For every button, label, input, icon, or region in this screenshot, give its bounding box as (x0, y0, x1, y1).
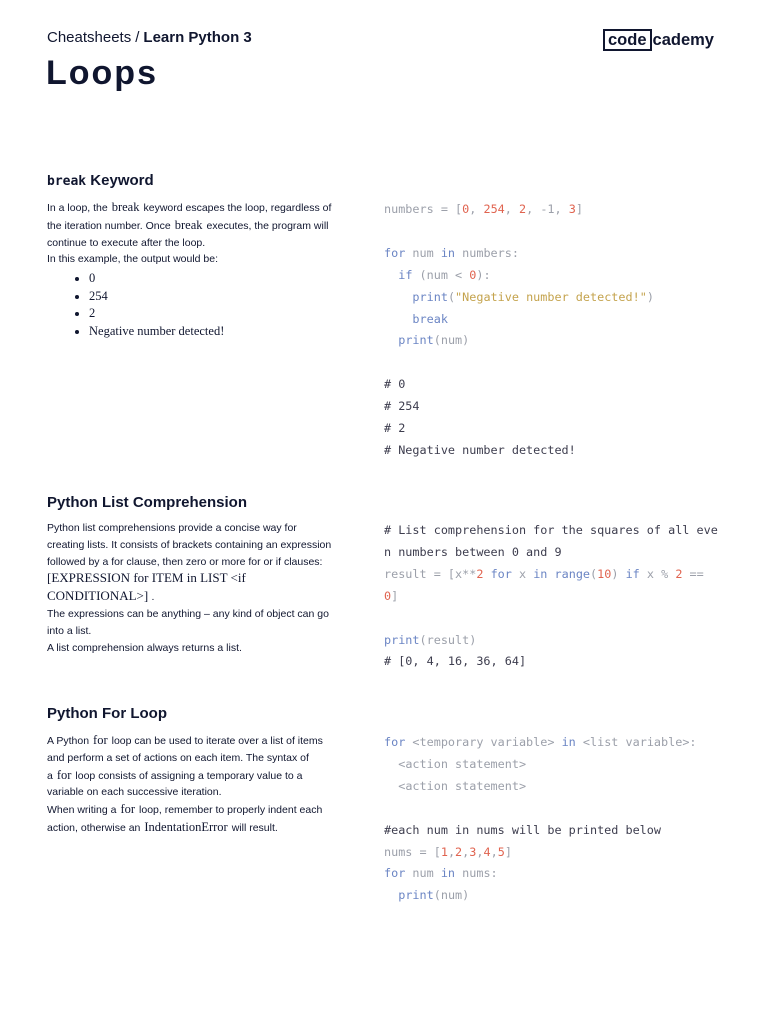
code-token: 3 (568, 202, 576, 216)
code-token: for (384, 245, 406, 260)
code-token: print (398, 888, 434, 903)
code-token: , (447, 844, 456, 859)
code-token: 2 (519, 202, 527, 216)
code-token: (num) (433, 888, 470, 903)
code-token: (num) (433, 333, 470, 348)
code-block-break (384, 199, 724, 462)
code-line (384, 396, 724, 418)
text-fragment: A Python (47, 735, 90, 747)
code-token (384, 312, 412, 326)
section-title-break-keyword (47, 172, 154, 189)
code-token: ) (646, 289, 654, 304)
logo-boxed-text: code (603, 29, 652, 51)
code-token: # [0, 4, 16, 36, 64] (384, 654, 527, 669)
code-line (384, 820, 724, 842)
code-line (384, 309, 724, 331)
code-token: <list variable>: (575, 735, 697, 749)
code-token: 5 (497, 844, 505, 859)
code-token: ( (590, 566, 598, 581)
code-token: 1 (440, 844, 448, 859)
code-token: x (511, 566, 534, 581)
code-line (384, 287, 724, 309)
breadcrumb-separator: / (135, 29, 140, 46)
code-line (384, 798, 724, 820)
code-token: ] (391, 588, 399, 603)
code-token: in (561, 735, 576, 749)
code-token: (result) (419, 632, 477, 647)
breadcrumb-link-cheatsheets[interactable]: Cheatsheets (47, 29, 132, 46)
code-line (384, 651, 724, 673)
code-token: <action statement> (384, 778, 527, 793)
section-description-list-comprehension (47, 520, 332, 656)
description-paragraph: A list comprehension always returns a list. (47, 641, 242, 654)
code-token: "Negative number detected!" (455, 289, 647, 304)
output-list (47, 270, 332, 340)
code-token: <temporary variable> (405, 735, 562, 749)
code-token: print (384, 632, 420, 647)
inline-code: [EXPRESSION for ITEM in LIST <if CONDITIONAL>] (47, 570, 246, 604)
code-token: if (625, 566, 640, 581)
code-token: , (462, 844, 470, 859)
section-title-for-loop: Python For Loop (47, 705, 167, 722)
text-fragment: executes, the program will continue to execute after the loop. (47, 219, 329, 249)
code-line (384, 776, 724, 798)
text-fragment: In a loop, the (47, 202, 108, 214)
inline-code: break (111, 200, 140, 214)
code-token: numbers = [ (384, 202, 463, 216)
code-line (384, 732, 724, 754)
text-fragment: keyword escapes the loop, regardless of the iteration number. Once (47, 202, 332, 232)
code-token: 0 (384, 588, 392, 603)
code-line (384, 564, 724, 608)
code-token: # Negative number detected! (384, 442, 576, 457)
code-token: 0 (462, 202, 470, 216)
text-fragment: loop can be used to iterate over a list of items and perform a set of actions on each item. The syntax of a (47, 735, 323, 782)
list-item: • 0 (89, 270, 332, 288)
section-title-list-comprehension: Python List Comprehension (47, 494, 248, 511)
code-token: 3 (469, 844, 477, 859)
code-token: 2 (455, 844, 463, 859)
code-token: , -1, (526, 202, 569, 216)
code-token (384, 268, 398, 282)
code-token: # List comprehension for the squares of all even numbers between 0 and 9 (384, 523, 718, 559)
code-token (547, 567, 554, 581)
code-token: for (490, 566, 512, 581)
code-line (384, 221, 724, 243)
section-title-code: break (47, 174, 87, 189)
code-token: #each num in nums will be printed below (384, 822, 661, 837)
code-token: , (504, 202, 519, 216)
text-fragment: . (151, 591, 155, 604)
code-line (384, 440, 724, 462)
code-token: <action statement> (384, 756, 527, 771)
code-block-for-loop (384, 732, 724, 907)
code-token: 2 (675, 566, 683, 581)
code-line (384, 243, 724, 265)
code-line (384, 608, 724, 630)
code-block-list-comprehension (384, 520, 724, 673)
inline-code: break (174, 217, 203, 232)
code-line (384, 885, 724, 907)
inline-code: for (56, 767, 72, 782)
code-token: break (412, 311, 448, 326)
code-token: num (405, 245, 441, 260)
code-token: print (398, 333, 434, 348)
text-fragment: loop, remember to properly indent each action, otherwise an (47, 804, 323, 834)
description-paragraph (47, 520, 332, 606)
code-token: 254 (483, 202, 505, 216)
description-paragraph (47, 801, 332, 837)
code-token: 10 (597, 566, 612, 581)
text-fragment: Python list comprehensions provide a concise way for creating lists. It consists of brackets containing an expression followed by a for clause, then zero or more for or if clauses: (47, 522, 332, 568)
code-token (483, 567, 490, 581)
section-description-break (47, 199, 332, 340)
text-fragment: will result. (231, 821, 278, 834)
section-title-text: Keyword (86, 172, 154, 189)
code-token: print (412, 289, 448, 304)
code-token: ( (447, 289, 456, 304)
codecademy-logo[interactable] (603, 29, 714, 51)
code-token: # 2 (384, 421, 406, 436)
code-token: range (554, 566, 591, 581)
code-token: ] (575, 202, 583, 216)
code-token: nums: (455, 866, 498, 881)
code-token: for (384, 735, 406, 749)
code-token: ): (476, 267, 491, 282)
description-paragraph: In this example, the output would be: (47, 253, 219, 266)
logo-rest-text: cademy (652, 30, 714, 49)
code-token: if (398, 267, 413, 282)
code-token: x % (639, 566, 676, 581)
breadcrumb-current: Learn Python 3 (143, 29, 252, 46)
code-line (384, 520, 724, 564)
code-line (384, 265, 724, 287)
inline-code: for (120, 802, 136, 817)
page-title: Loops (46, 54, 158, 92)
code-token: (num < (412, 267, 470, 282)
code-line (384, 418, 724, 440)
description-paragraph (47, 732, 332, 801)
code-token: # 0 (384, 377, 406, 392)
code-line (384, 330, 724, 352)
code-line (384, 199, 724, 221)
text-fragment: loop consists of assigning a temporary value to a variable on each successive iteration. (47, 769, 303, 799)
code-line (384, 352, 724, 374)
code-token (384, 888, 398, 902)
inline-code: IndentationError (144, 819, 228, 834)
code-token: == (682, 566, 711, 581)
list-item: • 254 (89, 288, 332, 306)
code-line (384, 374, 724, 396)
code-token: # 254 (384, 399, 420, 414)
code-line (384, 754, 724, 776)
code-token: , (490, 844, 498, 859)
code-token: in (533, 566, 548, 581)
list-item: • Negative number detected! (89, 323, 332, 341)
list-item: • 2 (89, 305, 332, 323)
code-line (384, 630, 724, 652)
description-paragraph: The expressions can be anything – any kind of object can go into a list. (47, 607, 329, 637)
code-token (384, 333, 398, 347)
code-token: in (440, 866, 456, 881)
breadcrumb (47, 29, 252, 46)
code-token: , (469, 202, 484, 216)
code-token: 2 (476, 566, 484, 581)
code-token: , (476, 844, 484, 859)
code-token: numbers: (455, 245, 519, 260)
text-fragment: When writing a (47, 804, 117, 817)
section-description-for-loop (47, 732, 332, 837)
code-token: nums = [ (384, 844, 441, 859)
description-paragraph (47, 199, 332, 251)
code-token: num (405, 866, 441, 881)
code-token (384, 290, 412, 304)
inline-code: for (93, 733, 108, 747)
code-line (384, 842, 724, 864)
code-token: 4 (483, 844, 491, 859)
code-token: in (440, 245, 456, 260)
code-token: ] (504, 844, 512, 859)
code-token: for (384, 866, 406, 881)
code-token: ) (611, 566, 626, 581)
code-token: 0 (469, 267, 477, 282)
code-line (384, 863, 724, 885)
code-token: result = [x** (384, 566, 477, 581)
